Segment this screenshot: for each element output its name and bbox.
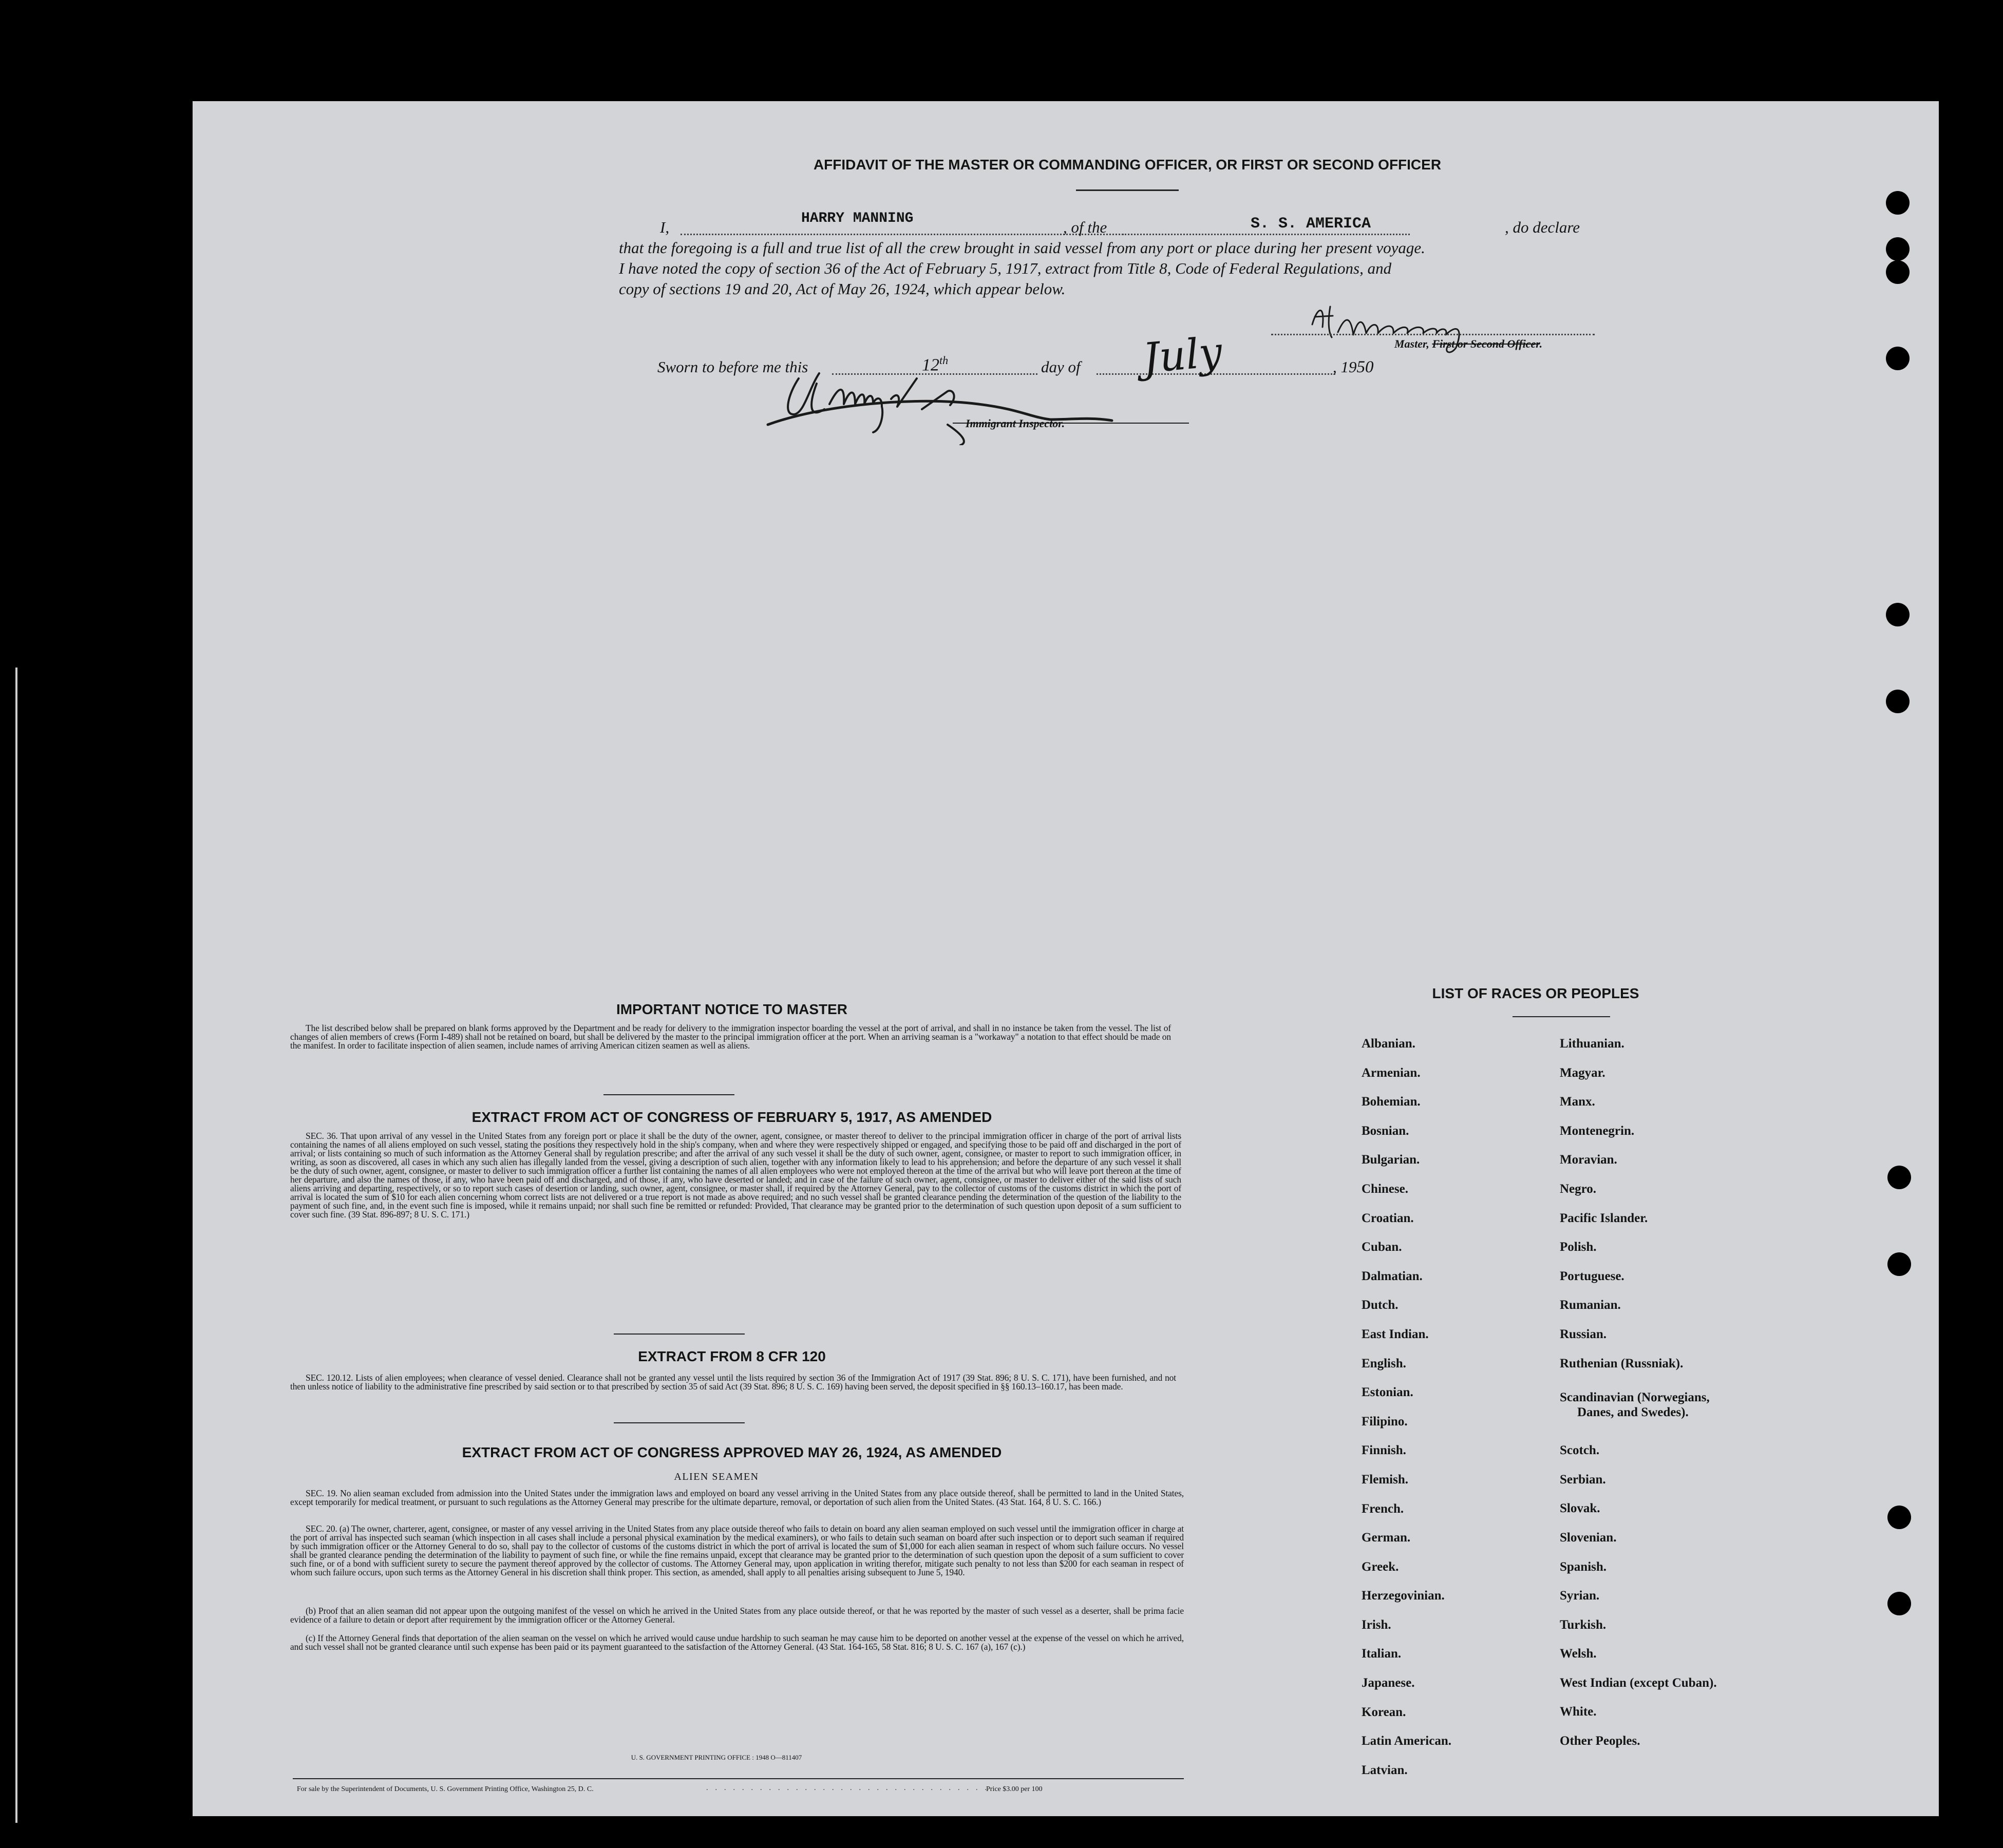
race-item: Portuguese. [1560, 1269, 1624, 1283]
day-value: 12 [922, 355, 939, 375]
punch-hole [1886, 237, 1910, 261]
race-item: Bosnian. [1362, 1123, 1409, 1138]
notice-title: IMPORTANT NOTICE TO MASTER [616, 1001, 848, 1017]
race-item: German. [1362, 1531, 1411, 1545]
race-item: Welsh. [1560, 1647, 1597, 1661]
inspector-label: Immigrant Inspector. [966, 417, 1065, 430]
day-of-label: day of [1041, 358, 1081, 376]
race-item: Armenian. [1362, 1065, 1421, 1080]
footer-left: For sale by the Superintendent of Documents, U. S. Government Printing Office, Washington 25, D. C. [297, 1785, 594, 1793]
punch-hole [1886, 690, 1910, 713]
sec-20c-text: (c) If the Attorney General finds that deportation of the alien seaman on the vessel on which he arrived would cause undue hardship to such seaman he may cause him to be deported on another vessel at the expense of the vessel on which he arrived, and such vessel shall not be granted clearance until such expense has been paid or its payment guaranteed to the satisfaction of the Attorney General. (43 Stat. 164-165, 58 Stat. 816; 8 U. S. C. 167 (a), 167 (c).) [290, 1633, 1184, 1652]
race-item: Greek. [1362, 1559, 1399, 1574]
of-the-label: , of the [1063, 218, 1107, 236]
race-item: Scotch. [1560, 1443, 1600, 1458]
race-item: Polish. [1560, 1240, 1597, 1254]
affidavit-i: I, [660, 218, 670, 236]
extract-1917-text: SEC. 36. That upon arrival of any vessel in the United States from any foreign port or place it shall be the duty of the owner, agent, consignee, or master thereof to deliver to the principal immigration officer in charge of the port of arrival lists containing the names of all aliens employed on such vessel, stating the positions they respectively hold in the ship's company, when and where they were respectively shipped or engaged, and specifying those to be paid off and discharged in the port of arrival; or lists containing so much of such information as the Attorney General shall by regulation prescribe; and after the arrival of any such vessel it shall be the duty of such owner, agent, consignee, or master to report to such immigration officer, in writing, as soon as discovered, all cases in which any such alien has illegally landed from the vessel, giving a description of such alien, together with any information likely to lead to his apprehension; and before the departure of any such vessel it shall be the duty of such owner, agent, consignee, or master to deliver to such immigration officer a further list containing the names of all alien employees who were not employed thereon at the time of the arrival but who will leave port thereon at the time of her departure, and also the names of those, if any, who have been paid off and discharged, and of those, if any, who have deserted or landed; and in case of the failure of such owner, agent, consignee, or master to deliver either of the said lists of such aliens arriving and departing, respectively, or so to report such cases of desertion or landing, such owner, agent, consignee, or master shall, if required by the Attorney General, pay to the collector of customs of the customs district in which the port of arrival is located the sum of $10 for each alien concerning whom correct lists are not delivered or a true report is not made as above required; and no such vessel shall be granted clearance pending the determination of the question of the liability to the payment of such fine, and, in the event such fine is imposed, while it remains unpaid; nor shall such fine be remitted or refunded: Provided, That clearance may be granted prior to the determination of such question upon deposit of a sum sufficient to cover such fine. (39 Stat. 896-897; 8 U. S. C. 171.) [290, 1131, 1181, 1220]
film-edge [15, 668, 17, 1823]
year-value: 50 [1356, 358, 1374, 376]
vessel-name-field: S. S. AMERICA [1251, 215, 1371, 233]
master-name-field: HARRY MANNING [801, 211, 914, 226]
race-item: French. [1362, 1501, 1404, 1516]
race-item: Bohemian. [1362, 1095, 1421, 1109]
sec-20a-text: SEC. 20. (a) The owner, charterer, agent, consignee, or master of any vessel arriving in the United States from any place outside thereof who fails to detain on board any alien seaman employed on such vessel until the immigration officer in charge at the port of arrival has inspected such seaman (which inspection in all cases shall include a personal physical examination by the medical examiners), or who fails to detain such seaman on board after such inspection or to deport such seaman if required by such immigration officer or the Attorney General to do so, shall pay to the collector of customs of the customs district in which the port of arrival is located the sum of $1,000 for each alien seaman in respect of whom such failure occurs. No vessel shall be granted clearance pending the determination of the liability to payment of such fine, or while the fine remains unpaid, except that clearance may be granted prior to the determination of such question upon the deposit of a sum sufficient to cover such fine, or of a bond with sufficient surety to secure the payment thereof approved by the collector of customs. The Attorney General may, upon application in writing therefor, mitigate such penalty to not less than $200 for each seaman in respect of whom such failure occurs, upon such terms as the Attorney General in his discretion shall think proper. This section, as amended, shall apply to all penalties arising subsequent to June 5, 1940. [290, 1523, 1184, 1577]
title-rule [1076, 189, 1179, 191]
race-item: Slovak. [1560, 1501, 1600, 1516]
master-prefix: Master, [1394, 337, 1432, 350]
affidavit-body-line-2: I have noted the copy of section 36 of the Act of February 5, 1917, extract from Title 8, Code of Federal Regulations, and [619, 259, 1392, 277]
race-item: Estonian. [1362, 1385, 1413, 1400]
section-rule [614, 1422, 745, 1423]
day-suffix: th [939, 354, 949, 367]
race-item: Danes, and Swedes). [1577, 1405, 1689, 1420]
race-item: Russian. [1560, 1327, 1607, 1341]
punch-hole [1886, 191, 1910, 215]
race-item: Serbian. [1560, 1472, 1606, 1487]
inspector-signature [763, 348, 1148, 445]
section-rule [614, 1333, 745, 1335]
race-item: Lithuanian. [1560, 1037, 1624, 1051]
extract-1924-title: EXTRACT FROM ACT OF CONGRESS APPROVED MAY 26, 1924, AS AMENDED [462, 1444, 1002, 1460]
struck-officer: First or Second Officer [1432, 337, 1540, 350]
section-rule [603, 1094, 734, 1095]
gpo-line: U. S. GOVERNMENT PRINTING OFFICE : 1948 O—811407 [631, 1754, 802, 1761]
race-item: Syrian. [1560, 1589, 1600, 1603]
extract-1917-title: EXTRACT FROM ACT OF CONGRESS OF FEBRUARY 5, 1917, AS AMENDED [471, 1109, 992, 1125]
alien-seamen-subtitle: ALIEN SEAMEN [674, 1471, 759, 1482]
notice-text: The list described below shall be prepared on blank forms approved by the Department and be ready for delivery to the immigration inspector boarding the vessel at the port of arrival, and shall in no instance be taken from the vessel. The list of changes of alien members of crews (Form I-489) shall not be retained on board, but shall be delivered by the master to the principal immigration officer at the port. When an arriving seaman is a "workaway" a notation to that effect should be made on the manifest. In order to facilitate inspection of alien seamen, include names of arriving American citizen seamen as well as aliens. [290, 1023, 1171, 1051]
race-item: Pacific Islander. [1560, 1211, 1648, 1225]
sec-19-text: SEC. 19. No alien seaman excluded from admission into the United States under the immigration laws and employed on board any vessel arriving in the United States from any place outside thereof, shall be permitted to land in the United States, except temporarily for medical treatment, or pursuant to such regulations as the Attorney General may prescribe for the ultimate departure, removal, or deportation of such alien from the United States. (43 Stat. 164, 8 U. S. C. 166.) [290, 1488, 1184, 1507]
race-item: Chinese. [1362, 1182, 1408, 1196]
race-item: Dalmatian. [1362, 1269, 1423, 1283]
races-column-2 [1560, 1030, 1717, 1756]
master-title-label [1394, 337, 1542, 351]
race-item: Other Peoples. [1560, 1734, 1640, 1748]
race-item: West Indian (except Cuban). [1560, 1675, 1717, 1690]
race-item: Italian. [1362, 1647, 1402, 1661]
extract-cfr-title: EXTRACT FROM 8 CFR 120 [638, 1348, 826, 1364]
footer-dots: ................................ [706, 1784, 994, 1792]
footer-right: Price $3.00 per 100 [986, 1785, 1043, 1793]
race-item: East Indian. [1362, 1327, 1429, 1341]
vessel-line [1122, 234, 1410, 235]
race-item: Moravian. [1560, 1153, 1617, 1167]
form-page [193, 101, 1939, 1816]
race-item: Ruthenian (Russniak). [1560, 1356, 1684, 1370]
races-rule [1513, 1016, 1610, 1017]
race-item: Negro. [1560, 1182, 1597, 1196]
race-item: Slovenian. [1560, 1530, 1617, 1545]
race-item: Bulgarian. [1362, 1153, 1420, 1167]
master-suffix: . [1539, 337, 1543, 350]
race-item: Latvian. [1362, 1763, 1408, 1777]
affidavit-body-line-1: that the foregoing is a full and true list of all the crew brought in said vessel from any port or place during her present voyage. [619, 239, 1425, 257]
race-item: Turkish. [1560, 1617, 1607, 1632]
race-item: Albanian. [1362, 1037, 1415, 1051]
race-item: Dutch. [1362, 1298, 1399, 1312]
race-item: Filipino. [1362, 1414, 1408, 1428]
races-column-1 [1362, 1030, 1451, 1785]
punch-hole [1886, 347, 1910, 370]
year-field [1333, 358, 1374, 377]
month-field: July [1141, 328, 1224, 383]
race-item: Flemish. [1362, 1472, 1408, 1487]
race-item: Manx. [1560, 1095, 1595, 1109]
year-prefix: , 19 [1333, 358, 1357, 376]
punch-hole [1887, 1592, 1911, 1615]
race-item: Irish. [1362, 1617, 1391, 1632]
race-item: Finnish. [1362, 1443, 1406, 1458]
race-item: Spanish. [1560, 1559, 1607, 1574]
punch-hole [1886, 260, 1910, 284]
race-item: Rumanian. [1560, 1298, 1621, 1312]
sworn-label: Sworn to before me this [657, 358, 808, 376]
punch-hole [1886, 603, 1910, 626]
affidavit-title: AFFIDAVIT OF THE MASTER OR COMMANDING OFFICER, OR FIRST OR SECOND OFFICER [813, 157, 1442, 173]
race-item: Cuban. [1362, 1240, 1402, 1254]
master-signature-line [1271, 334, 1595, 335]
race-item: White. [1560, 1705, 1597, 1719]
race-item: Latin American. [1362, 1734, 1451, 1748]
race-item: Croatian. [1362, 1211, 1414, 1225]
race-item: Magyar. [1560, 1065, 1605, 1080]
footer-rule [293, 1778, 1184, 1779]
punch-hole [1887, 1506, 1911, 1529]
race-item: Scandinavian (Norwegians, [1560, 1390, 1710, 1405]
race-item: Montenegrin. [1560, 1123, 1635, 1138]
punch-hole [1887, 1166, 1911, 1189]
affidavit-body-line-3: copy of sections 19 and 20, Act of May 26, 1924, which appear below. [619, 280, 1066, 298]
race-item: Japanese. [1362, 1676, 1415, 1690]
extract-cfr-text: SEC. 120.12. Lists of alien employees; when clearance of vessel denied. Clearance shall not be granted any vessel until the lists required by section 36 of the Immigration Act of 1917 (39 Stat. 896; 8 U. S. C. 171), have been furnished, and not then unless notice of liability to the administrative fine prescribed by said section or to that prescribed by section 35 of said Act (39 Stat. 896; 8 U. S. C. 169) having been served, the deposit specified in §§ 160.13–160.17, has been made. [290, 1373, 1176, 1392]
punch-hole [1887, 1252, 1911, 1276]
do-declare-label: , do declare [1505, 218, 1580, 236]
sec-20b-text: (b) Proof that an alien seaman did not appear upon the outgoing manifest of the vessel on which he arrived in the United States from any place outside thereof, or that he was reported by the master of such vessel as a deserter, shall be prima facie evidence of a failure to detain or deport after requirement by the immigration officer or the Attorney General. [290, 1606, 1184, 1625]
races-title: LIST OF RACES OR PEOPLES [1432, 985, 1639, 1001]
race-item: English. [1362, 1356, 1406, 1370]
race-item: Korean. [1362, 1705, 1406, 1719]
race-item: Herzegovinian. [1362, 1589, 1445, 1603]
